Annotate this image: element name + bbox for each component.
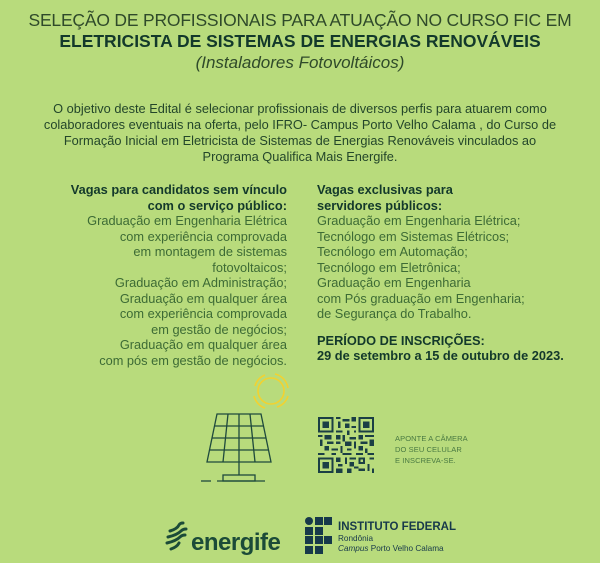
instituto-federal-logo (305, 517, 456, 554)
qr-caption-line: DO SEU CELULAR (395, 445, 462, 454)
qr-caption (395, 433, 468, 466)
qualification-item: com experiência comprovada (119, 228, 287, 244)
qualification-item: Graduação em Engenharia Elétrica (87, 213, 287, 228)
intro-line: Programa Qualifica Mais Energife. (202, 149, 398, 164)
qr-code-icon (318, 417, 374, 473)
header-course-title: ELETRICISTA DE SISTEMAS DE ENERGIAS RENOVÁVEIS (59, 31, 541, 51)
qualification-item: de Segurança do Trabalho. (317, 306, 472, 321)
intro-line: colaboradores eventuais na oferta, pelo IFRO- Campus Porto Velho Calama , do Curso de (43, 117, 557, 132)
intro-line: Formação Inicial em Eletricista de Sistemas de Energias Renováveis vinculados ao (63, 133, 537, 148)
qualification-item: Tecnólogo em Sistemas Elétricos; (317, 228, 510, 244)
campus-name: Porto Velho Calama (368, 544, 444, 553)
registration-period (317, 333, 587, 364)
registration-period-dates: 29 de setembro a 15 de outubro de 2023. (317, 348, 564, 363)
column-title: Vagas para candidatos sem vínculo (70, 182, 287, 197)
column-title: servidores públicos: (317, 197, 443, 213)
if-grid-logo-icon (305, 517, 332, 554)
qualification-item: fotovoltaicos; (212, 259, 287, 275)
registration-period-label: PERÍODO DE INSCRIÇÕES: (317, 332, 485, 348)
qr-caption-line: E INSCREVA-SE. (395, 456, 456, 465)
energife-logo (165, 515, 280, 555)
qualification-item: em montagem de sistemas (133, 244, 287, 259)
energife-wordmark: energife (191, 529, 281, 556)
campus-label: Campus (338, 544, 369, 553)
qualification-item: com experiência comprovada (119, 306, 287, 321)
qualification-item: Tecnólogo em Automação; (317, 244, 468, 259)
qualification-item: em gestão de negócios; (151, 321, 287, 337)
energife-logo-icon (165, 521, 189, 555)
if-text-block (338, 521, 456, 554)
intro-line: O objetivo deste Edital é selecionar profissionais de diversos perfis para atuarem como (53, 101, 547, 116)
header-subtitle: (Instaladores Fotovoltáicos) (195, 53, 405, 72)
qualification-item: Graduação em qualquer área (119, 337, 287, 352)
vacancies-non-public-column (40, 182, 287, 368)
qr-caption-line: APONTE A CÂMERA (395, 434, 468, 443)
column-title: Vagas exclusivas para (317, 182, 453, 197)
qualification-item: Graduação em Administração; (114, 275, 287, 290)
institution-state: Rondônia (338, 534, 374, 543)
qualification-item: Graduação em Engenharia Elétrica; (317, 213, 521, 228)
solar-panel-icon (195, 366, 305, 486)
solar-panel-illustration (195, 366, 305, 486)
qualification-item: Graduação em Engenharia (317, 275, 471, 290)
vacancies-public-servants-column (317, 182, 587, 364)
header (0, 10, 600, 74)
qualification-item: com pós em gestão de negócios. (99, 352, 287, 368)
institution-campus (338, 544, 456, 554)
institution-name: INSTITUTO FEDERAL (338, 521, 456, 533)
qualification-item: Tecnólogo em Eletrônica; (317, 259, 461, 275)
intro-paragraph (30, 101, 570, 165)
column-title: com o serviço público: (147, 197, 287, 213)
registration-qr-code[interactable] (318, 417, 374, 473)
qualification-item: Graduação em qualquer área (119, 290, 287, 306)
qualification-item: com Pós graduação em Engenharia; (317, 290, 525, 306)
header-line-1: SELEÇÃO DE PROFISSIONAIS PARA ATUAÇÃO NO CURSO FIC EM (28, 10, 572, 30)
